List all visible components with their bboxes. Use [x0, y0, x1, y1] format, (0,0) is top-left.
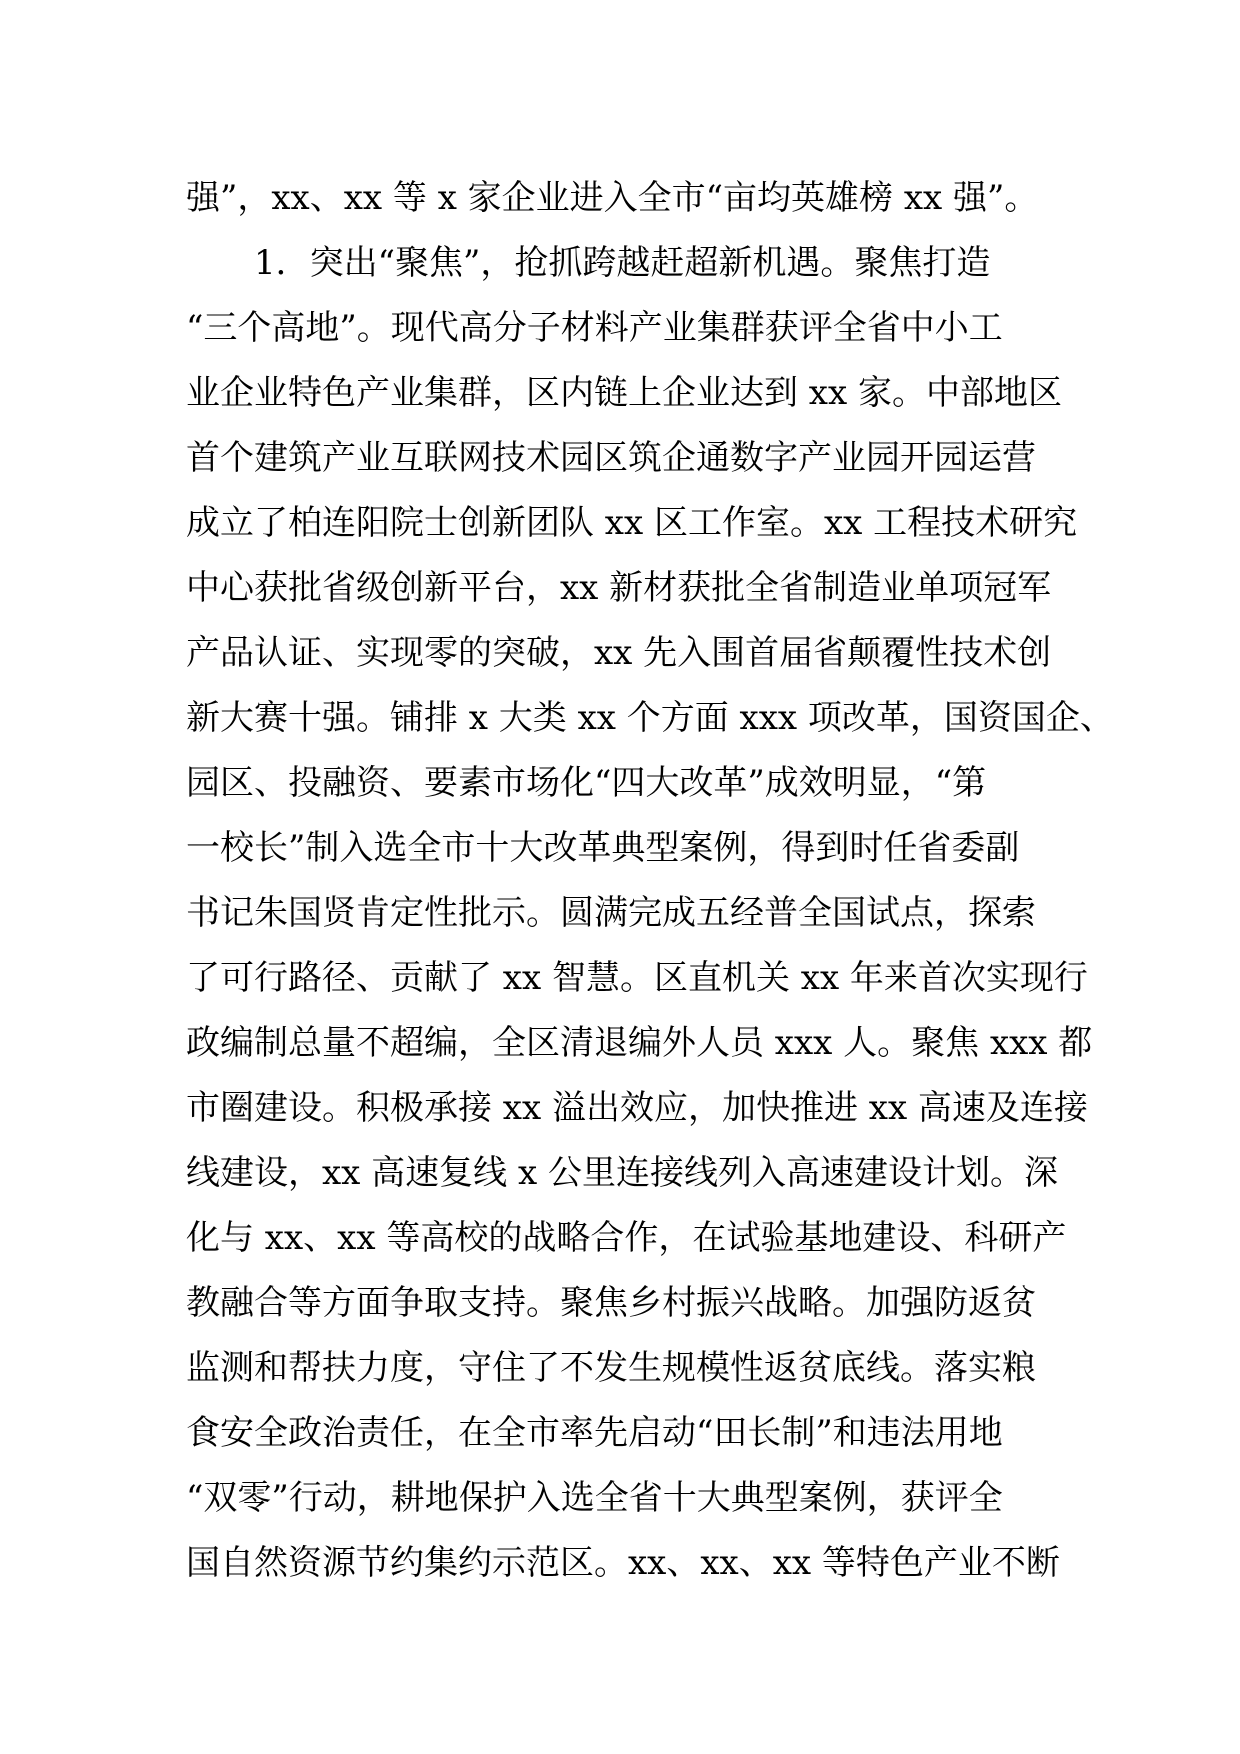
text-line: 新大赛十强。铺排 x 大类 xx 个方面 xxx 项改革，国资国企、: [186, 698, 1114, 738]
text-line: 强”，xx、xx 等 x 家企业进入全市“亩均英雄榜 xx 强”。: [186, 178, 1039, 218]
text-line: 食安全政治责任，在全市率先启动“田长制”和违法用地: [186, 1413, 1003, 1453]
text-line: 监测和帮扶力度，守住了不发生规模性返贫底线。落实粮: [186, 1348, 1036, 1388]
text-line: 书记朱国贤肯定性批示。圆满完成五经普全国试点，探索: [186, 893, 1036, 933]
text-line: 了可行路径、贡献了 xx 智慧。区直机关 xx 年来首次实现行: [186, 958, 1088, 998]
text-line: 线建设，xx 高速复线 x 公里连接线列入高速建设计划。深: [186, 1153, 1058, 1193]
text-line: 政编制总量不超编，全区清退编外人员 xxx 人。聚焦 xxx 都: [186, 1023, 1093, 1063]
text-line: 中心获批省级创新平台，xx 新材获批全省制造业单项冠军: [186, 568, 1052, 608]
text-line: 1．突出“聚焦”，抢抓跨越赶超新机遇。聚焦打造: [186, 243, 991, 283]
body-text: [186, 166, 1114, 1596]
text-line: 产品认证、实现零的突破，xx 先入围首届省颠覆性技术创: [186, 633, 1052, 673]
text-line: 市圈建设。积极承接 xx 溢出效应，加快推进 xx 高速及连接: [186, 1088, 1088, 1128]
text-line: 成立了柏连阳院士创新团队 xx 区工作室。xx 工程技术研究: [186, 503, 1078, 543]
text-line: 一校长”制入选全市十大改革典型案例，得到时任省委副: [186, 828, 1020, 868]
text-line: 业企业特色产业集群，区内链上企业达到 xx 家。中部地区: [186, 373, 1062, 413]
text-line: “双零”行动，耕地保护入选全省十大典型案例，获评全: [186, 1478, 1003, 1518]
text-line: “三个高地”。现代高分子材料产业集群获评全省中小工: [186, 308, 1003, 348]
text-line: 化与 xx、xx 等高校的战略合作，在试验基地建设、科研产: [186, 1218, 1067, 1258]
text-line: 教融合等方面争取支持。聚焦乡村振兴战略。加强防返贫: [186, 1283, 1036, 1323]
text-line: 国自然资源节约集约示范区。xx、xx、xx 等特色产业不断: [186, 1543, 1060, 1583]
text-line: 首个建筑产业互联网技术园区筑企通数字产业园开园运营: [186, 438, 1036, 478]
text-line: 园区、投融资、要素市场化“四大改革”成效明显，“第: [186, 763, 987, 803]
